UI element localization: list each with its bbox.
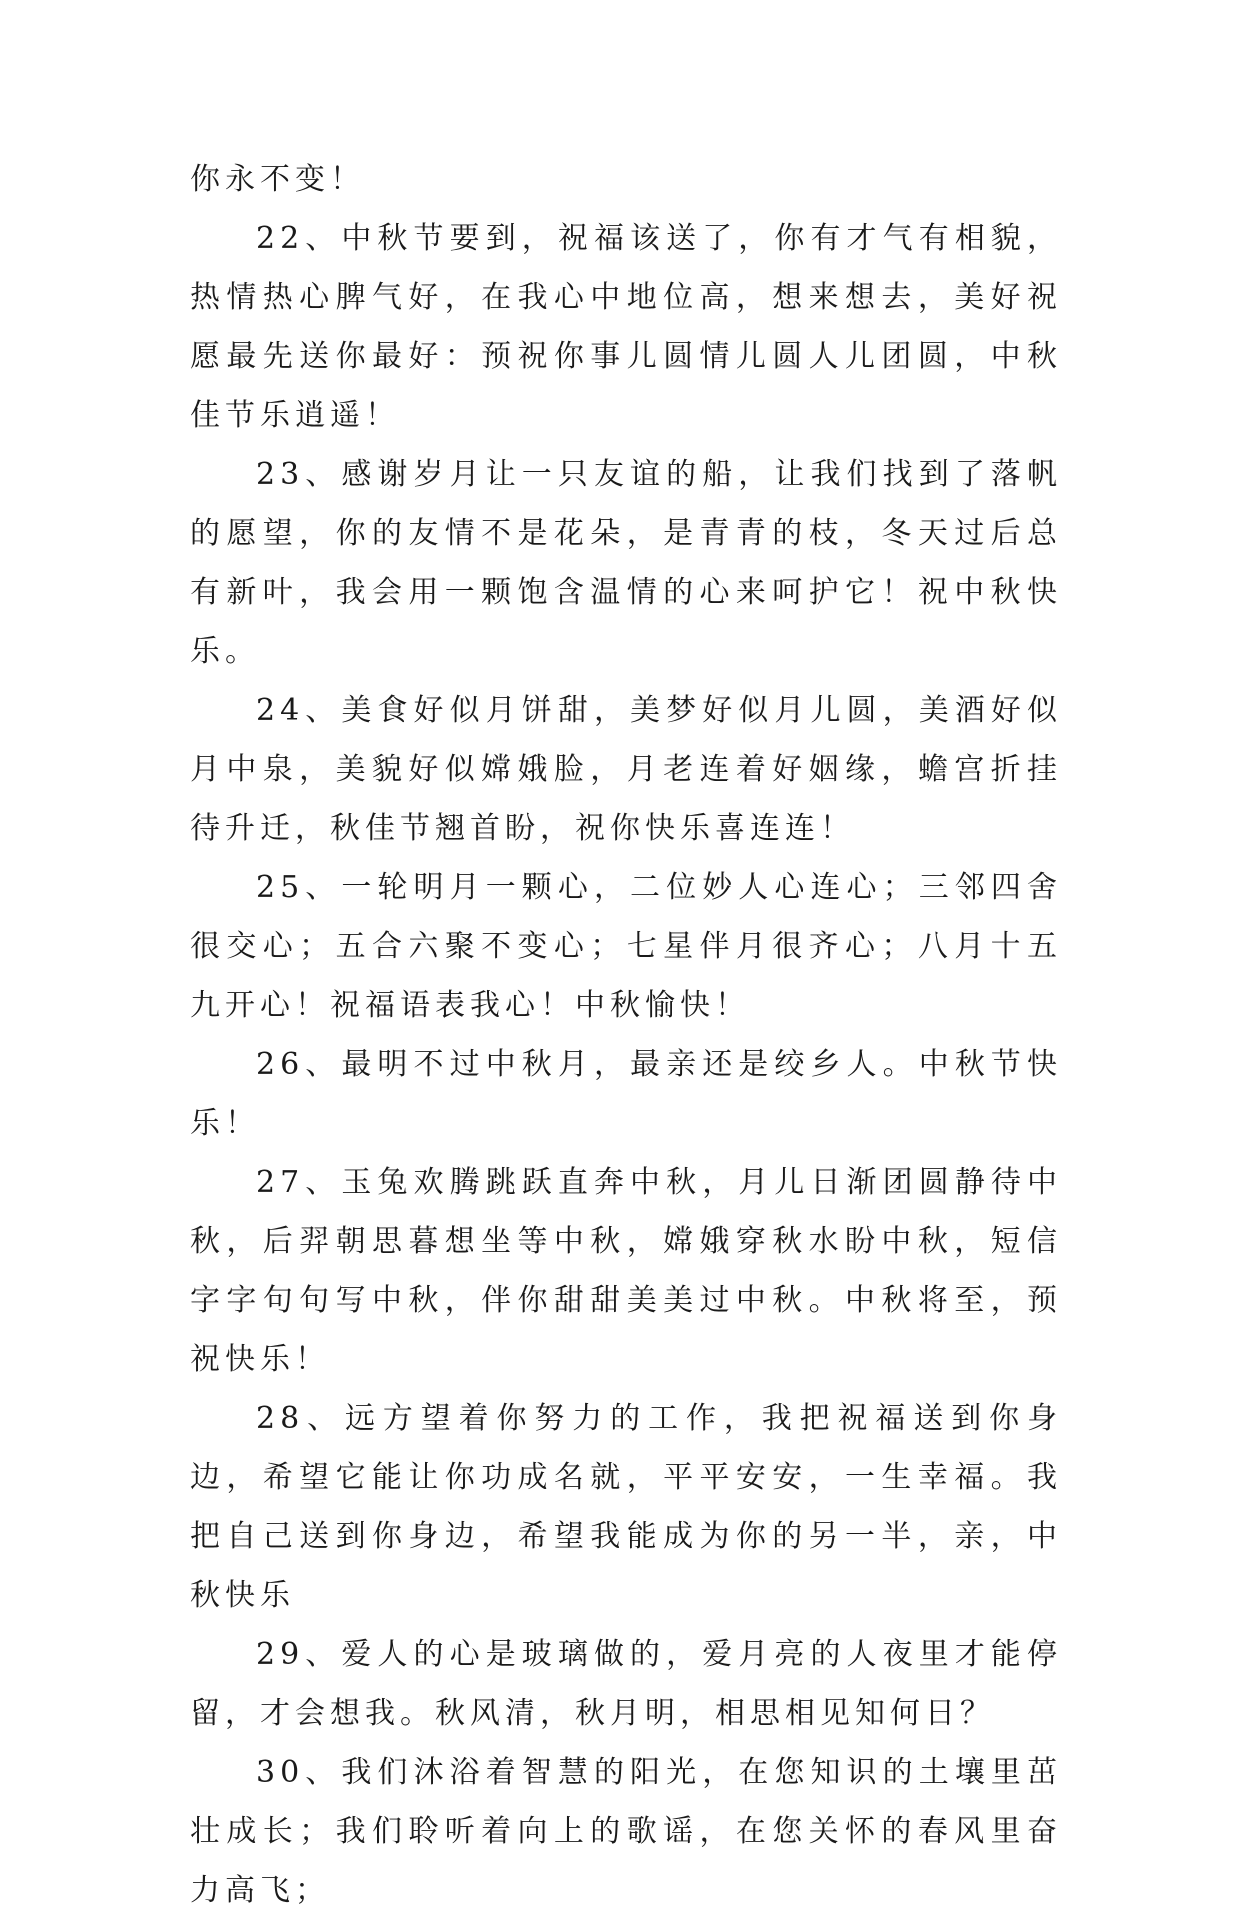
paragraph: 25、一轮明月一颗心，二位妙人心连心；三邻四舍很交心；五合六聚不变心；七星伴月很齐心；八月十五九开心！祝福语表我心！中秋愉快！ [190, 870, 1062, 1023]
paragraph: 28、远方望着你努力的工作，我把祝福送到你身边，希望它能让你功成名就，平平安安，一生幸福。我把自己送到你身边，希望我能成为你的另一半，亲，中秋快乐 [190, 1401, 1062, 1613]
paragraph: 30、我们沐浴着智慧的阳光，在您知识的土壤里茁壮成长；我们聆听着向上的歌谣，在您关怀的春风里奋力高飞； [190, 1755, 1062, 1908]
paragraph: 24、美食好似月饼甜，美梦好似月儿圆，美酒好似月中泉，美貌好似嫦娥脸，月老连着好姻缘，蟾宫折挂待升迁，秋佳节翘首盼，祝你快乐喜连连！ [190, 693, 1062, 846]
paragraph: 27、玉兔欢腾跳跃直奔中秋，月儿日渐团圆静待中秋，后羿朝思暮想坐等中秋，嫦娥穿秋水盼中秋，短信字字句句写中秋，伴你甜甜美美过中秋。中秋将至，预祝快乐！ [190, 1165, 1062, 1377]
paragraph: 23、感谢岁月让一只友谊的船，让我们找到了落帆的愿望，你的友情不是花朵，是青青的枝，冬天过后总有新叶，我会用一颗饱含温情的心来呵护它！祝中秋快乐。 [190, 457, 1062, 669]
document-body [190, 150, 1062, 1920]
paragraph: 26、最明不过中秋月，最亲还是绞乡人。中秋节快乐！ [190, 1047, 1062, 1141]
paragraph: 29、爱人的心是玻璃做的，爱月亮的人夜里才能停留，才会想我。秋风清，秋月明，相思相见知何日？ [190, 1637, 1062, 1731]
paragraph: 22、中秋节要到，祝福该送了，你有才气有相貌，热情热心脾气好，在我心中地位高，想来想去，美好祝愿最先送你最好：预祝你事儿圆情儿圆人儿团圆，中秋佳节乐逍遥！ [190, 221, 1062, 433]
paragraph: 你永不变！ [190, 162, 365, 197]
